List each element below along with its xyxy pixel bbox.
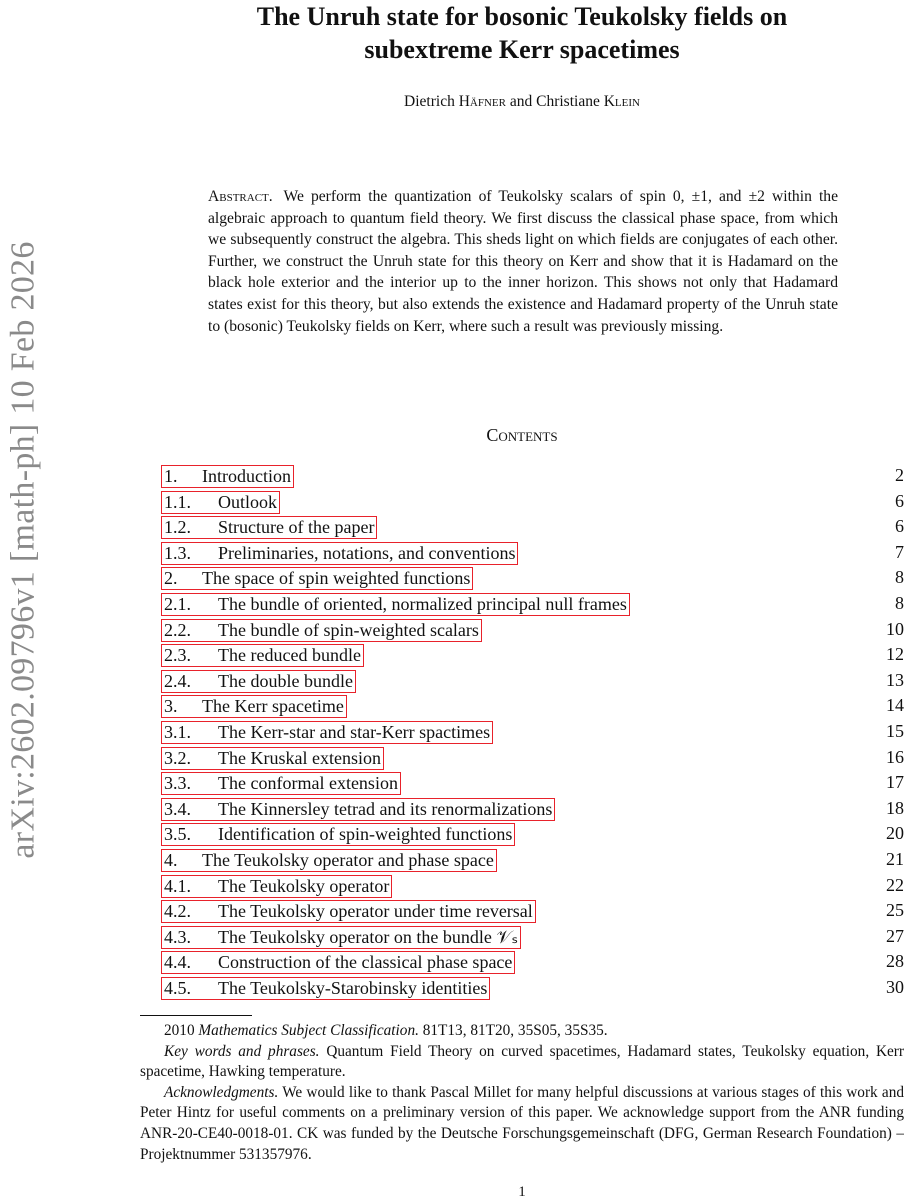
- toc-entry: [140, 514, 904, 540]
- toc-link[interactable]: [161, 951, 515, 974]
- toc-section-number: 1.1.: [164, 491, 191, 512]
- toc-page-number: 27: [886, 925, 904, 946]
- toc-link[interactable]: [161, 670, 356, 693]
- abstract: [208, 186, 838, 337]
- toc-page-number: 13: [886, 669, 904, 690]
- msc-label: Mathematics Subject Classification.: [198, 1022, 419, 1039]
- acknowledgments-footnote: [140, 1083, 904, 1165]
- toc-section-number: 4.: [164, 849, 178, 870]
- toc-entry: [140, 770, 904, 796]
- title-line-1: The Unruh state for bosonic Teukolsky fields on: [256, 2, 788, 31]
- toc-section-title: The bundle of spin-weighted scalars: [218, 619, 479, 640]
- toc-section-number: 2.1.: [164, 593, 191, 614]
- toc-page-number: 15: [886, 720, 904, 741]
- toc-page-number: 8: [895, 567, 904, 588]
- toc-section-number: 2.4.: [164, 670, 191, 691]
- toc-entry: [140, 821, 904, 847]
- table-of-contents: [140, 463, 904, 1000]
- toc-entry: [140, 924, 904, 950]
- toc-section-number: 2.3.: [164, 645, 191, 666]
- toc-entry: [140, 668, 904, 694]
- toc-section-number: 3.4.: [164, 798, 191, 819]
- toc-section-number: 4.4.: [164, 952, 191, 973]
- toc-section-number: 1.3.: [164, 542, 191, 563]
- acknowledgments-text: We would like to thank Pascal Millet for many helpful discussions at various stages of this work and Peter Hintz for useful comments on a preliminary version of this paper. We acknowledge support from the ANR funding ANR-20-CE40-0018-01. CK was funded by the Deutsche Forschungsgemeinschaft (DFG, German Research Foundation) – Projektnummer 531357976.: [140, 1083, 904, 1163]
- toc-page-number: 6: [895, 516, 904, 537]
- toc-page-number: 2: [895, 465, 904, 485]
- paper-title: [140, 0, 904, 66]
- author-1-given: Dietrich: [404, 93, 459, 110]
- toc-section-title: The bundle of oriented, normalized principal null frames: [218, 593, 627, 614]
- toc-section-title: The Teukolsky operator and phase space: [202, 849, 494, 870]
- toc-entry: [140, 463, 904, 489]
- contents-heading: Contents: [486, 425, 558, 445]
- toc-link[interactable]: [161, 823, 515, 846]
- toc-section-title: Introduction: [202, 466, 291, 486]
- toc-section-number: 3.2.: [164, 747, 191, 768]
- toc-section-title: The Kinnersley tetrad and its renormalizations: [218, 798, 553, 819]
- title-line-2: subextreme Kerr spacetimes: [364, 35, 680, 64]
- toc-link[interactable]: [161, 875, 392, 898]
- toc-link[interactable]: [161, 593, 630, 616]
- toc-entry: [140, 745, 904, 771]
- toc-link[interactable]: [161, 465, 294, 488]
- toc-link[interactable]: [161, 772, 401, 795]
- toc-section-title: The Kruskal extension: [218, 747, 381, 768]
- msc-year: 2010: [164, 1022, 199, 1039]
- toc-section-title: Preliminaries, notations, and conventions: [218, 542, 516, 563]
- msc-codes: 81T13, 81T20, 35S05, 35S35.: [418, 1022, 608, 1039]
- keywords-label: Key words and phrases.: [164, 1042, 320, 1060]
- toc-link[interactable]: [161, 798, 555, 821]
- abstract-text: We perform the quantization of Teukolsky scalars of spin 0, ±1, and ±2 within the algebraic approach to quantum field theory. We first discuss the classical phase space, from which we subsequently construct the algebra. This sheds light on which fields are conjugates of each other. Further, we construct the Unruh state for this theory on Kerr and show that it is Hadamard on the black hole exterior and the interior up to the inner horizon. This shows not only that Hadamard states exist for this theory, but also extends the existence and Hadamard property of the Unruh state to (bosonic) Teukolsky fields on Kerr, where such a result was previously missing.: [208, 188, 838, 335]
- toc-section-title: Construction of the classical phase space: [218, 952, 513, 973]
- toc-section-number: 1.: [164, 466, 178, 486]
- toc-section-number: 2.: [164, 568, 178, 589]
- toc-link[interactable]: [161, 619, 482, 642]
- toc-page-number: 7: [895, 541, 904, 562]
- toc-entry: [140, 565, 904, 591]
- toc-page-number: 12: [886, 644, 904, 665]
- author-1-surname: Häfner: [458, 93, 506, 110]
- toc-section-title: The Kerr-star and star-Kerr spactimes: [218, 721, 491, 742]
- toc-link[interactable]: [161, 542, 518, 565]
- toc-page-number: 16: [886, 746, 904, 767]
- page-number: 1: [518, 1184, 526, 1200]
- toc-entry: [140, 898, 904, 924]
- toc-section-number: 2.2.: [164, 619, 191, 640]
- toc-page-number: 6: [895, 490, 904, 511]
- toc-entry: [140, 873, 904, 899]
- toc-page-number: 20: [886, 823, 904, 844]
- toc-section-number: 4.1.: [164, 875, 191, 896]
- toc-link[interactable]: [161, 516, 377, 539]
- arxiv-stamp: [2, 200, 46, 900]
- toc-section-number: 3.3.: [164, 773, 191, 794]
- toc-section-number: 4.5.: [164, 977, 191, 998]
- toc-section-number: 1.2.: [164, 517, 191, 538]
- acknowledgments-label: Acknowledgments.: [164, 1083, 279, 1101]
- toc-page-number: 17: [886, 772, 904, 793]
- toc-entry: [140, 975, 904, 1001]
- abstract-label: Abstract.: [208, 188, 273, 205]
- toc-link[interactable]: [161, 926, 521, 949]
- toc-entry: [140, 540, 904, 566]
- footnote-rule: [140, 1015, 252, 1016]
- toc-section-title: The space of spin weighted functions: [202, 568, 471, 589]
- toc-section-title: The Kerr spacetime: [202, 696, 344, 717]
- toc-entry: [140, 796, 904, 822]
- toc-page-number: 10: [886, 618, 904, 639]
- toc-section-title: The double bundle: [218, 670, 353, 691]
- toc-section-title: Identification of spin-weighted functions: [218, 824, 513, 845]
- toc-entry: [140, 642, 904, 668]
- toc-page-number: 22: [886, 874, 904, 895]
- toc-entry: [140, 489, 904, 515]
- toc-section-number: 4.2.: [164, 901, 191, 922]
- toc-link[interactable]: [161, 491, 280, 514]
- toc-link[interactable]: [161, 644, 364, 667]
- author-2-surname: Klein: [603, 93, 640, 110]
- toc-link[interactable]: [161, 849, 497, 872]
- keywords-text: Quantum Field Theory on curved spacetimes, Hadamard states, Teukolsky equation, Kerr spacetime, Hawking temperature.: [140, 1042, 904, 1081]
- toc-section-title: The Teukolsky operator: [218, 875, 390, 896]
- toc-section-number: 3.1.: [164, 721, 191, 742]
- toc-page-number: 30: [886, 976, 904, 997]
- toc-section-number: 4.3.: [164, 926, 191, 947]
- toc-section-title: The Teukolsky operator on the bundle 𝒱ₛ: [218, 926, 519, 947]
- toc-page-number: 14: [886, 695, 904, 716]
- toc-page-number: 8: [895, 592, 904, 613]
- toc-section-title: The Teukolsky operator under time reversal: [218, 901, 533, 922]
- toc-entry: [140, 949, 904, 975]
- msc-footnote: [140, 1021, 904, 1042]
- toc-section-title: The reduced bundle: [218, 645, 361, 666]
- toc-entry: [140, 693, 904, 719]
- toc-link[interactable]: [161, 695, 347, 718]
- toc-link[interactable]: [161, 747, 384, 770]
- toc-link[interactable]: [161, 900, 536, 923]
- toc-page-number: 28: [886, 951, 904, 972]
- toc-page-number: 21: [886, 848, 904, 869]
- toc-entry: [140, 719, 904, 745]
- toc-section-number: 3.: [164, 696, 178, 717]
- toc-section-title: The Teukolsky-Starobinsky identities: [218, 977, 488, 998]
- toc-entry: [140, 847, 904, 873]
- toc-link[interactable]: [161, 721, 493, 744]
- toc-link[interactable]: [161, 567, 473, 590]
- toc-section-title: The conformal extension: [218, 773, 398, 794]
- toc-page-number: 25: [886, 900, 904, 921]
- toc-section-title: Structure of the paper: [218, 517, 375, 538]
- toc-page-number: 18: [886, 797, 904, 818]
- author-line: [140, 93, 904, 111]
- footnotes: [140, 1021, 904, 1165]
- toc-section-number: 3.5.: [164, 824, 191, 845]
- toc-link[interactable]: [161, 977, 490, 1000]
- author-connector: and Christiane: [505, 93, 604, 110]
- keywords-footnote: [140, 1042, 904, 1083]
- toc-section-title: Outlook: [218, 491, 278, 512]
- toc-entry: [140, 591, 904, 617]
- toc-entry: [140, 617, 904, 643]
- arxiv-stamp-text: arXiv:2602.09796v1 [math-ph] 10 Feb 2026: [5, 241, 42, 859]
